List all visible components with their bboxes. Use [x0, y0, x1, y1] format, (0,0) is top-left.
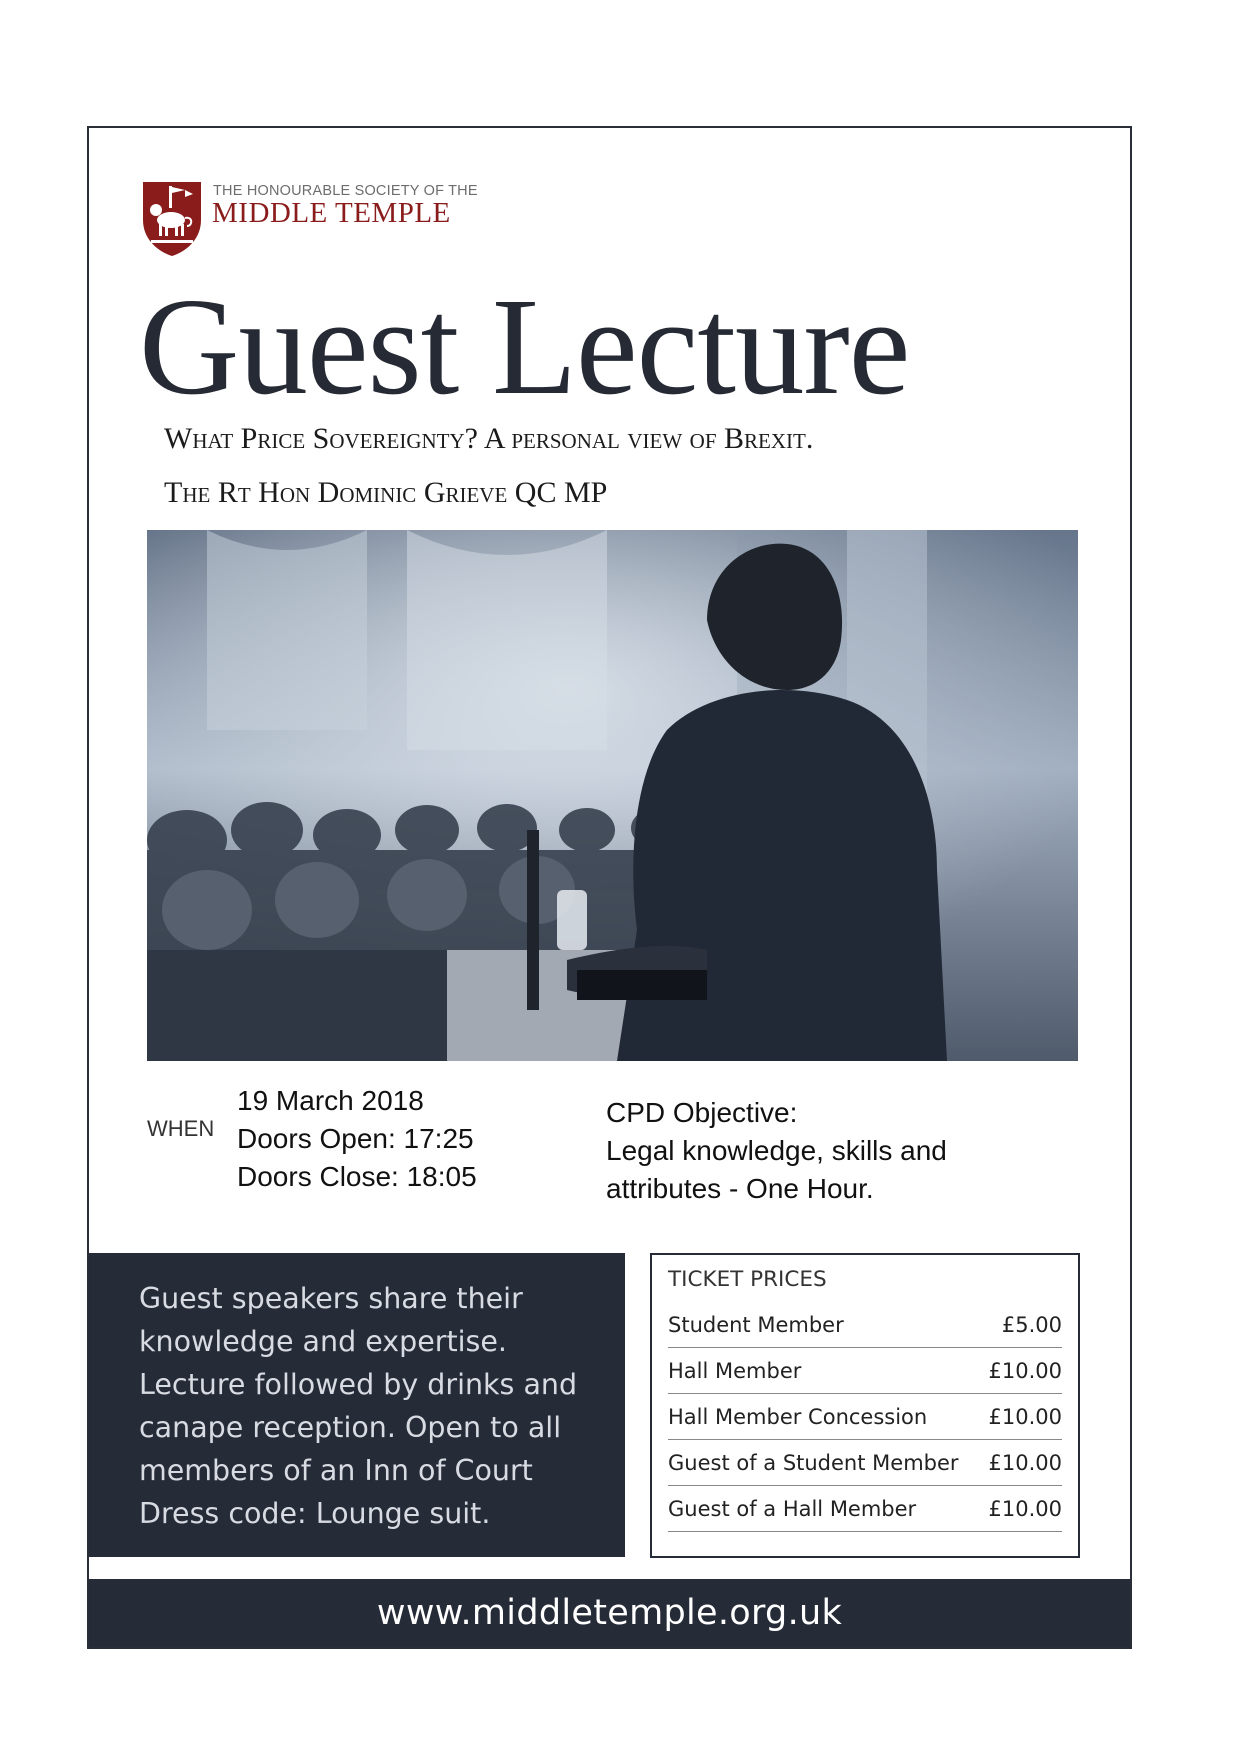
promo-line: Dress code: Lounge suit. — [139, 1497, 491, 1530]
lecture-subtitle: What Price Sovereignty? A personal view of Brexit. — [164, 422, 814, 455]
ticket-row — [668, 1302, 1062, 1348]
cpd-objective — [606, 1094, 1006, 1208]
speaker-name: The Rt Hon Dominic Grieve QC MP — [164, 476, 608, 509]
ticket-name: Hall Member — [668, 1358, 802, 1383]
ticket-name: Student Member — [668, 1312, 844, 1337]
doors-open: Doors Open: 17:25 — [237, 1123, 474, 1154]
middle-temple-logo — [141, 180, 501, 260]
ticket-prices-title: TICKET PRICES — [668, 1267, 827, 1292]
ticket-price: £10.00 — [988, 1450, 1062, 1475]
promo-line: Lecture followed by drinks and — [139, 1368, 578, 1401]
promo-panel — [89, 1253, 625, 1557]
ticket-price: £5.00 — [1001, 1312, 1062, 1337]
poster — [87, 126, 1132, 1649]
ticket-price: £10.00 — [988, 1404, 1062, 1429]
when-label: WHEN — [147, 1116, 215, 1141]
cpd-line: Legal knowledge, skills and — [606, 1135, 947, 1166]
cpd-line: attributes - One Hour. — [606, 1173, 874, 1204]
ticket-row — [668, 1394, 1062, 1440]
ticket-price: £10.00 — [988, 1358, 1062, 1383]
footer-bar — [89, 1579, 1130, 1647]
promo-line: members of an Inn of Court — [139, 1454, 533, 1487]
website-link[interactable]: www.middletemple.org.uk — [376, 1593, 843, 1633]
logo-top-text: THE HONOURABLE SOCIETY OF THE — [213, 183, 478, 199]
ticket-row — [668, 1440, 1062, 1486]
promo-line: knowledge and expertise. — [139, 1325, 507, 1358]
logo-main-text: MIDDLE TEMPLE — [212, 197, 451, 229]
ticket-row — [668, 1486, 1062, 1532]
ticket-name: Guest of a Hall Member — [668, 1496, 917, 1521]
ticket-row — [668, 1348, 1062, 1394]
ticket-price: £10.00 — [988, 1496, 1062, 1521]
ticket-prices-table — [650, 1253, 1080, 1558]
ticket-name: Guest of a Student Member — [668, 1450, 959, 1475]
ticket-name: Hall Member Concession — [668, 1404, 928, 1429]
lamb-crest-icon — [141, 180, 203, 258]
promo-line: Guest speakers share their — [139, 1282, 523, 1315]
promo-line: canape reception. Open to all — [139, 1411, 562, 1444]
cpd-heading: CPD Objective: — [606, 1097, 798, 1128]
doors-close: Doors Close: 18:05 — [237, 1161, 477, 1192]
page-title: Guest Lecture — [139, 270, 910, 424]
event-date: 19 March 2018 — [237, 1085, 424, 1116]
lecture-photo — [147, 530, 1078, 1061]
event-times — [237, 1082, 477, 1196]
